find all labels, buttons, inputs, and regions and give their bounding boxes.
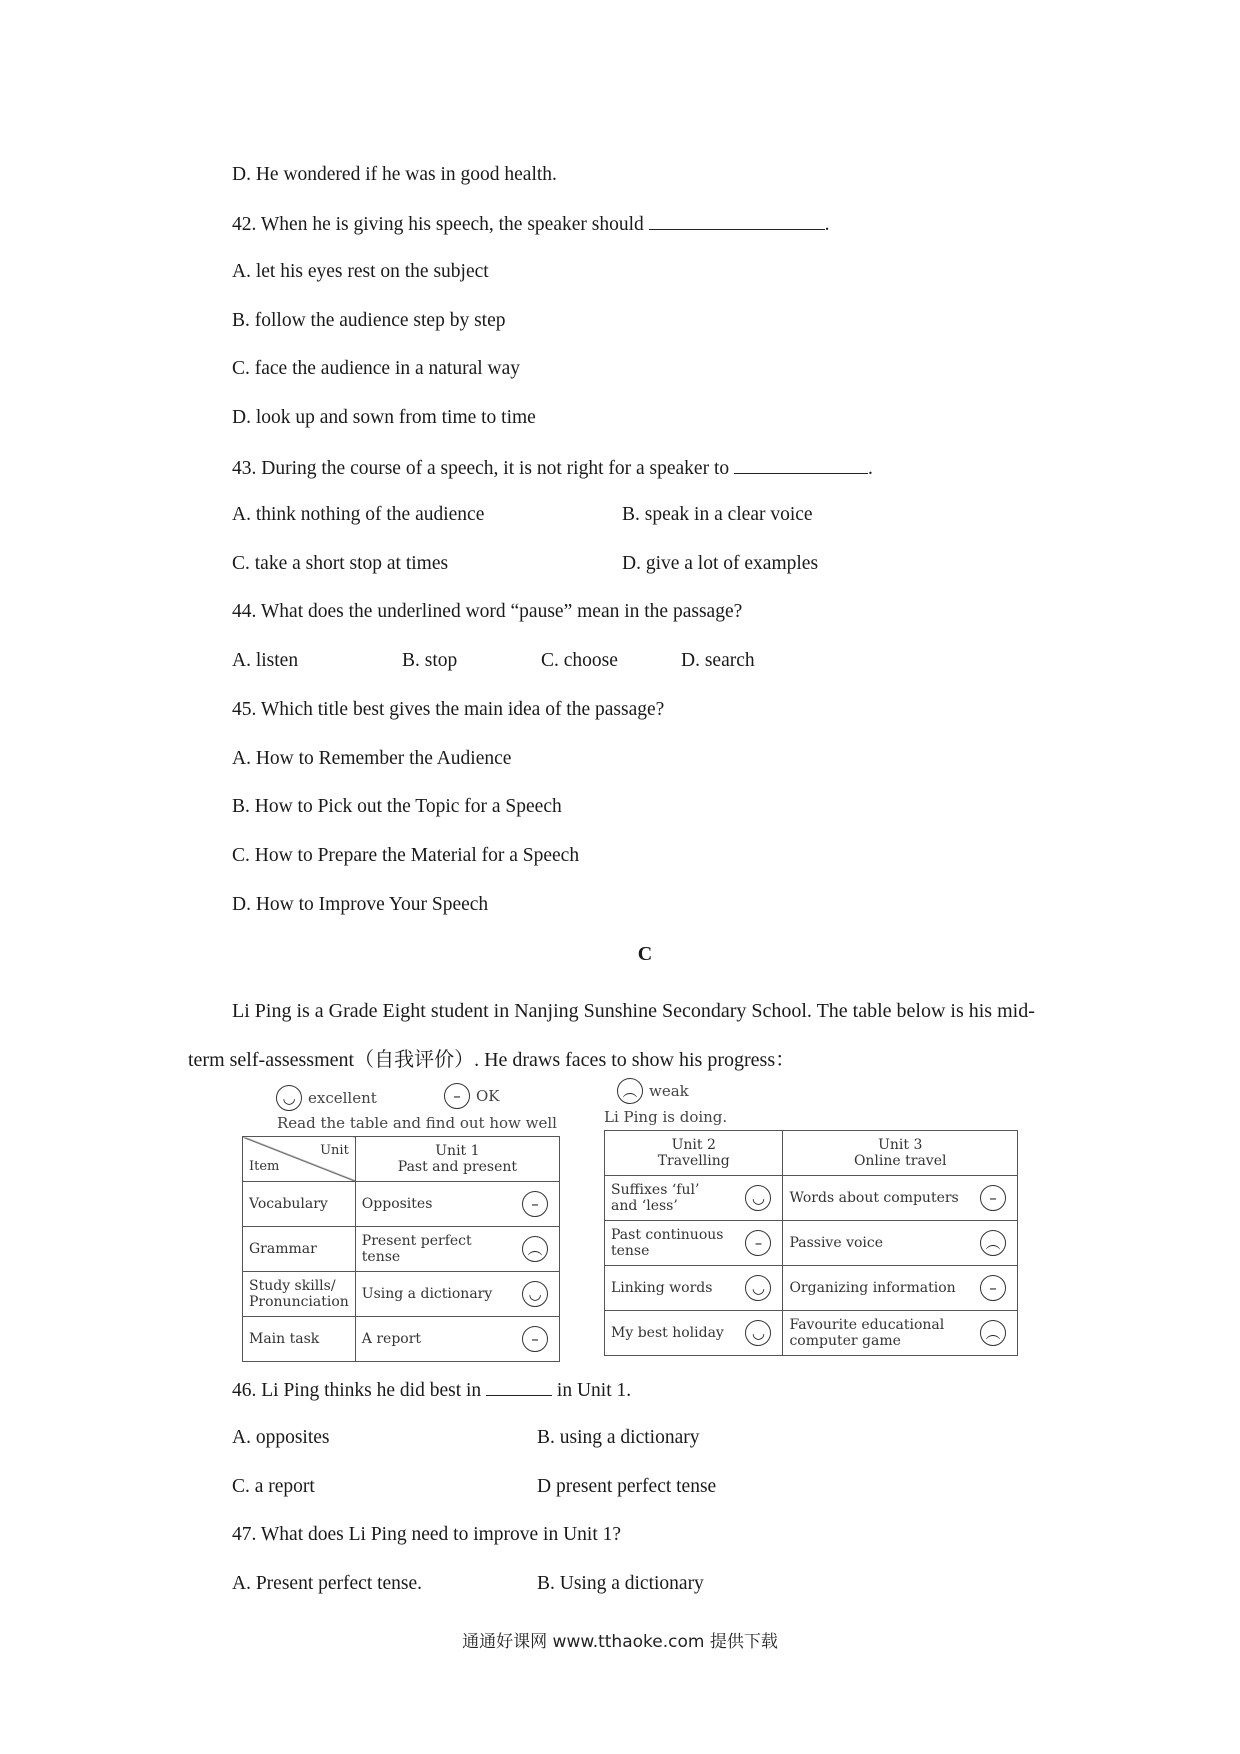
legend-weak-label: weak — [649, 1082, 689, 1100]
q44-option-d: D. search — [681, 650, 755, 671]
table-caption-left: Read the table and find out how well — [277, 1114, 557, 1132]
q42-option-d: D. look up and sown from time to time — [232, 407, 536, 428]
table-row — [243, 1182, 560, 1227]
q43-option-a: A. think nothing of the audience — [232, 504, 485, 525]
unit1-cell: Opposites — [355, 1182, 511, 1227]
unit3-cell: Favourite educational computer game — [783, 1311, 969, 1356]
ok-face-icon: – — [522, 1326, 548, 1352]
table-caption-right: Li Ping is doing. — [604, 1108, 728, 1126]
unit3-cell: Words about computers — [783, 1176, 969, 1221]
page-footer: 通通好课网 www.tthaoke.com 提供下载 — [462, 1632, 778, 1652]
q46-blank — [486, 1377, 552, 1396]
item-cell: Study skills/ Pronunciation — [243, 1272, 356, 1317]
corner-cell — [243, 1137, 356, 1182]
q44-option-c: C. choose — [541, 650, 618, 671]
q42-stem-end: . — [824, 214, 830, 235]
unit2-name: Unit 2 — [671, 1137, 716, 1153]
unit3-topic: Online travel — [853, 1153, 947, 1169]
ok-face-icon: – — [522, 1191, 548, 1217]
unit3-cell: Organizing information — [783, 1266, 969, 1311]
q45-option-d: D. How to Improve Your Speech — [232, 894, 489, 915]
table-row — [243, 1272, 560, 1317]
excellent-face-icon: ◡ — [745, 1275, 771, 1301]
excellent-face-icon: ◡ — [745, 1320, 771, 1346]
q42-option-c: C. face the audience in a natural way — [232, 358, 521, 379]
unit3-face — [969, 1221, 1018, 1266]
legend-weak — [617, 1078, 689, 1104]
unit2-cell: My best holiday — [605, 1311, 735, 1356]
unit3-cell: Passive voice — [783, 1221, 969, 1266]
q43-stem-end: . — [867, 458, 873, 479]
q41-option-d: D. He wondered if he was in good health. — [232, 164, 557, 185]
assessment-table-left — [242, 1136, 560, 1362]
table-row — [605, 1176, 1018, 1221]
q47-stem: 47. What does Li Ping need to improve in Unit 1? — [232, 1524, 622, 1545]
unit3-name: Unit 3 — [878, 1137, 923, 1153]
q42-option-b: B. follow the audience step by step — [232, 310, 506, 331]
legend-ok — [444, 1083, 500, 1109]
unit1-cell: A report — [355, 1317, 511, 1362]
q43-stem-text: 43. During the course of a speech, it is not right for a speaker to — [232, 458, 730, 479]
table-row — [243, 1227, 560, 1272]
q46-stem — [232, 1377, 631, 1403]
legend-ok-label: OK — [476, 1087, 500, 1105]
unit2-face — [734, 1311, 783, 1356]
q44-stem: 44. What does the underlined word “pause” mean in the passage? — [232, 601, 743, 622]
unit1-header — [355, 1137, 559, 1182]
legend-excellent — [276, 1085, 377, 1111]
q46-option-b: B. using a dictionary — [537, 1427, 700, 1448]
q43-option-b: B. speak in a clear voice — [622, 504, 813, 525]
q45-option-b: B. How to Pick out the Topic for a Speech — [232, 796, 562, 817]
table-row — [605, 1311, 1018, 1356]
section-intro: Li Ping is a Grade Eight student in Nanjing Sunshine Secondary School. The table below is his mid-term self-assessment（自我评价）. He draws faces to show his progress： — [188, 1000, 1035, 1071]
unit2-cell: Past continuous tense — [605, 1221, 735, 1266]
q44-option-a: A. listen — [232, 650, 299, 671]
q43-blank — [734, 455, 868, 474]
ok-face-icon: – — [980, 1275, 1006, 1301]
table-row — [605, 1266, 1018, 1311]
unit2-face — [734, 1266, 783, 1311]
unit3-face — [969, 1266, 1018, 1311]
corner-item: Item — [249, 1159, 280, 1174]
q42-stem — [232, 211, 830, 237]
q42-blank — [649, 211, 825, 230]
excellent-face-icon: ◡ — [276, 1085, 302, 1111]
unit1-cell: Using a dictionary — [355, 1272, 511, 1317]
q46-option-d: D present perfect tense — [537, 1476, 717, 1497]
q45-option-a: A. How to Remember the Audience — [232, 748, 512, 769]
q46-stem-text: 46. Li Ping thinks he did best in — [232, 1380, 482, 1401]
unit3-face — [969, 1311, 1018, 1356]
unit1-face — [511, 1272, 560, 1317]
weak-face-icon: ︵ — [522, 1236, 548, 1262]
weak-face-icon: ︵ — [617, 1078, 643, 1104]
q46-stem-tail: in Unit 1. — [556, 1380, 632, 1401]
unit1-cell: Present perfect tense — [355, 1227, 511, 1272]
weak-face-icon: ︵ — [980, 1230, 1006, 1256]
q45-stem: 45. Which title best gives the main idea of the passage? — [232, 699, 665, 720]
unit3-header — [783, 1131, 1018, 1176]
q47-option-b: B. Using a dictionary — [537, 1573, 704, 1594]
item-cell: Grammar — [243, 1227, 356, 1272]
unit1-face — [511, 1317, 560, 1362]
unit2-cell: Suffixes ‘ful’ and ‘less’ — [605, 1176, 735, 1221]
legend-excellent-label: excellent — [308, 1089, 377, 1107]
excellent-face-icon: ◡ — [745, 1185, 771, 1211]
q43-option-d: D. give a lot of examples — [622, 553, 819, 574]
unit2-face — [734, 1176, 783, 1221]
q43-stem — [232, 455, 873, 481]
item-cell: Main task — [243, 1317, 356, 1362]
unit2-topic: Travelling — [657, 1153, 730, 1169]
corner-unit: Unit — [320, 1143, 349, 1158]
table-row — [605, 1221, 1018, 1266]
q42-stem-text: 42. When he is giving his speech, the speaker should — [232, 214, 644, 235]
q46-option-c: C. a report — [232, 1476, 315, 1497]
unit1-name: Unit 1 — [435, 1143, 480, 1159]
unit2-face — [734, 1221, 783, 1266]
q47-option-a: A. Present perfect tense. — [232, 1573, 423, 1594]
unit2-cell: Linking words — [605, 1266, 735, 1311]
ok-face-icon: – — [980, 1185, 1006, 1211]
excellent-face-icon: ◡ — [522, 1281, 548, 1307]
q45-option-c: C. How to Prepare the Material for a Speech — [232, 845, 580, 866]
table-row — [243, 1317, 560, 1362]
q42-option-a: A. let his eyes rest on the subject — [232, 261, 489, 282]
q46-option-a: A. opposites — [232, 1427, 330, 1448]
unit1-face — [511, 1182, 560, 1227]
q44-option-b: B. stop — [402, 650, 458, 671]
ok-face-icon: – — [444, 1083, 470, 1109]
unit1-topic: Past and present — [397, 1159, 518, 1175]
unit1-face — [511, 1227, 560, 1272]
unit3-face — [969, 1176, 1018, 1221]
section-heading: C — [637, 943, 653, 965]
weak-face-icon: ︵ — [980, 1320, 1006, 1346]
q43-option-c: C. take a short stop at times — [232, 553, 449, 574]
item-cell: Vocabulary — [243, 1182, 356, 1227]
ok-face-icon: – — [745, 1230, 771, 1256]
assessment-table-right — [604, 1130, 1018, 1356]
unit2-header — [605, 1131, 783, 1176]
